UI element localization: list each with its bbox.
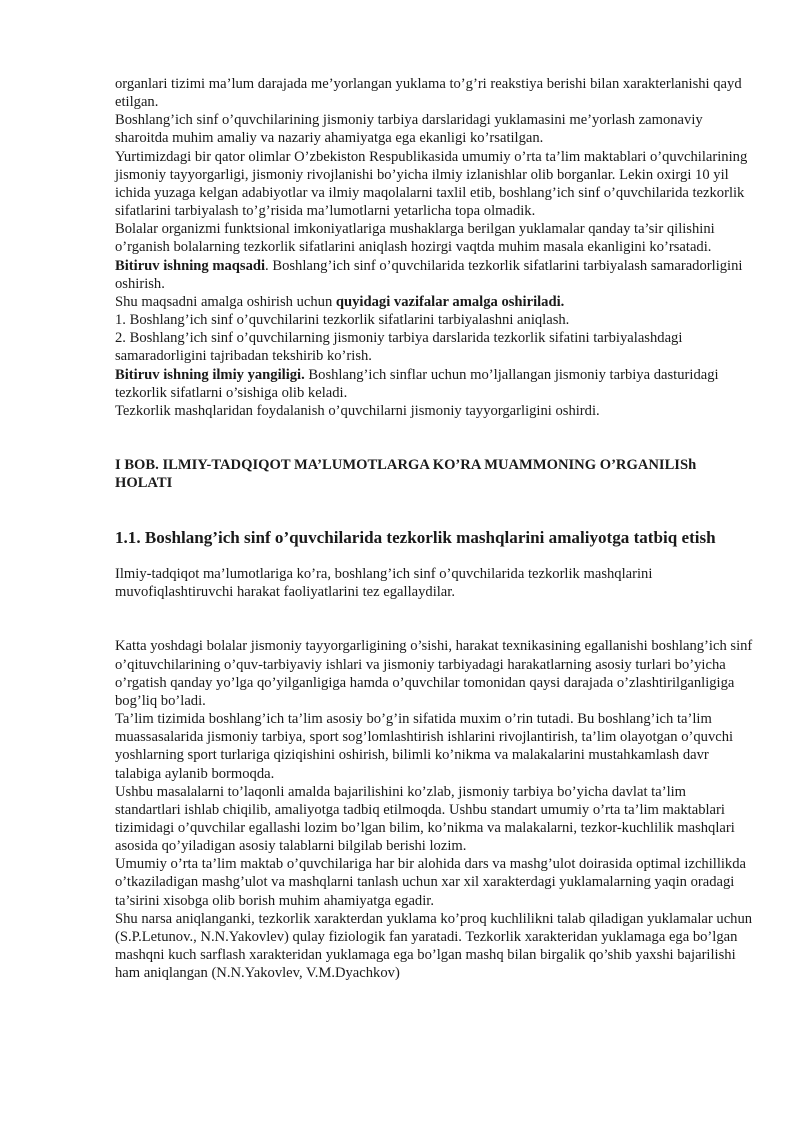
section-title: 1.1. Boshlang’ich sinf o’quvchilarida tezkorlik mashqlarini amaliyotga tatbiq etish xyxy=(115,527,716,547)
goal-text: . Boshlang’ich sinf o’quvchilarida tezkorlik sifatlarini tarbiyalash samaradorligini oshirish. xyxy=(115,257,743,292)
tasks-intro-text: Shu maqsadni amalga oshirish uchun xyxy=(115,293,336,310)
paragraph: Yurtimizdagi bir qator olimlar O’zbekiston Respublikasida umumiy o’rta ta’lim maktablari o’quvchilarining jismoniy tayyorgarligi, jismoniy rivojlanishi bo’yicha ilmiy izlanishlar olib borganlar. Lekin oxirgi 10 yil ichida yuzaga kelgan adabiyotlar va ilmiy maqolalarni taxlil etib, boshlang’ich sinf o’quvchilarida tezkorlik sifatlarini tarbiyalash to’g’risida ma’lumotlarni yetarlicha topa olmadik. xyxy=(115,148,748,220)
goal-label: Bitiruv ishning maqsadi xyxy=(115,257,266,274)
conclusion-line: Tezkorlik mashqlaridan foydalanish o’quvchilarni jismoniy tayyorgarligini oshirdi. xyxy=(115,402,600,419)
tasks-intro xyxy=(115,293,755,311)
novelty-paragraph xyxy=(115,366,755,402)
paragraph: organlari tizimi ma’lum darajada me’yorlangan yuklama to’g’ri reakstiya berishi bilan xarakterlanishi qayd etilgan. xyxy=(115,76,742,111)
paragraph: Ushbu masalalarni to’laqonli amalda bajarilishini ko’zlab, jismoniy tarbiya bo’yicha davlat ta’lim standartlari ishlab chiqilib, amaliyotga tadbiq etilmoqda. Ushbu standart umumiy o’rta ta’lim maktablari tizimidagi o’quvchilar egallashi lozim bo’lgan bilim, ko’nikma va malakalarni, tezkor-kuchlilik mashqlari asosida qo’yiladigan asosiy talablarni bilgilab berishi lozim. xyxy=(115,783,735,855)
task-item: 1. Boshlang’ich sinf o’quvchilarini tezkorlik sifatlarini tarbiyalashni aniqlash. xyxy=(115,312,570,329)
paragraph: Katta yoshdagi bolalar jismoniy tayyorgarligining o’sishi, harakat texnikasining egallanishi boshlang’ich sinf o’qituvchilarining o’quv-tarbiyaviy ishlari va jismoniy tarbiyadagi harakatlarning asosiy turlari bo’yicha o’rgatish qanday yo’lga qo’yilganligiga hamda o’quvchilar tomonidan qaysi darajada o’zlashtirilganligiga bog’liq bo’ladi. xyxy=(115,638,753,709)
section-intro: Ilmiy-tadqiqot ma’lumotlariga ko’ra, boshlang’ich sinf o’quvchilarida tezkorlik mashqlarini muvofiqlashtiruvchi harakat faoliyatlarini tez egallaydilar. xyxy=(115,566,653,601)
chapter-title: I BOB. ILMIY-TADQIQOT MA’LUMOTLARGA KO’RA MUAMMONING O’RGANILISh HOLATI xyxy=(115,456,697,492)
document-page xyxy=(115,75,755,982)
paragraph: Ta’lim tizimida boshlang’ich ta’lim asosiy bo’g’in sifatida muxim o’rin tutadi. Bu boshlang’ich ta’lim muassasalarida jismoniy tarbiya, sport sog’lomlashtirish ishlarini rivojlantirish, ta’lim olayotgan o’quvchi yoshlarning sport turlariga qiziqishini oshirish, bilimli ko’nikma va malakalarini mustahkamlash davr talabiga aylanib bormoqda. xyxy=(115,711,734,782)
task-item: 2. Boshlang’ich sinf o’quvchilarning jismoniy tarbiya darslarida tezkorlik sifatini tarbiyalashdagi samaradorligini tajribadan tekshirib ko’rish. xyxy=(115,330,683,365)
paragraph: Bolalar organizmi funktsional imkoniyatlariga mushaklarga berilgan yuklamalar qanday ta’sir qilishini o’rganish bolalarning tezkorlik sifatlarini aniqlash hozirgi vaqtda muhim masala ekanligini ko’rsatadi. xyxy=(115,221,715,256)
novelty-text: Boshlang’ich sinflar uchun mo’ljallangan jismoniy tarbiya dasturidagi tezkorlik sifatlarni o’sishiga olib keladi. xyxy=(115,366,719,401)
novelty-label: Bitiruv ishning ilmiy yangiligi. xyxy=(115,366,305,383)
paragraph: Shu narsa aniqlanganki, tezkorlik xarakterdan yuklama ko’proq kuchlilikni talab qiladigan yuklamalar uchun (S.P.Letunov., N.N.Yakovlev) qulay fiziologik fan yaratadi. Tezkorlik xarakteridan yuklamaga ega bo’lgan mashqni kuch sarflash xarakteridan yuklamaga ega bo’lgan mashq bilan birgalik qo’shib yaxshi bajarilishi ham aniqlangan (N.N.Yakovlev, V.M.Dyachkov) xyxy=(115,910,753,982)
paragraph: Umumiy o’rta ta’lim maktab o’quvchilariga har bir alohida dars va mashg’ulot doirasida optimal izchillikda o’tkaziladigan mashg’ulot va mashqlarni tanlash uchun xar xil xarakterdagi yuklamalarning yaqin oradagi ta’sirini xisobga olib borish muhim ahamiyatga egadir. xyxy=(115,856,747,909)
goal-paragraph xyxy=(115,257,755,293)
tasks-intro-bold: quyidagi vazifalar amalga oshiriladi. xyxy=(335,293,565,310)
paragraph: Boshlang’ich sinf o’quvchilarining jismoniy tarbiya darslaridagi yuklamasini me’yorlash zamonaviy sharoitda muhim amaliy va nazariy ahamiyatga ega ekanligi ko’rsatilgan. xyxy=(115,112,703,147)
